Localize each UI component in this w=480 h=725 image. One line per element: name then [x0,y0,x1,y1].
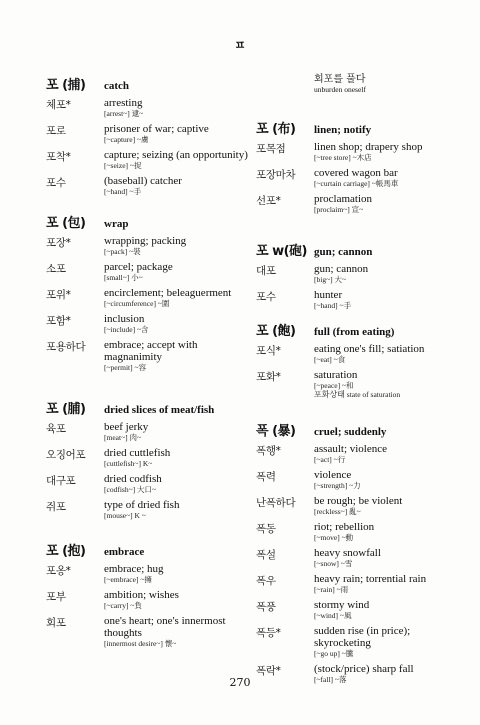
entry-definition [314,193,464,214]
etymology-text: [~strength] ~力 [314,481,361,490]
entry-row [256,495,471,516]
sub-entry [314,390,464,399]
entry-word: 대구포 [46,475,76,487]
definition-text: (baseball) catcher [104,175,182,187]
etymology-text: [~move] ~動 [314,533,354,542]
definition-text: saturation [314,369,358,381]
entry-row [256,167,471,188]
definition-text: capture; seizing (an opportunity) [104,149,248,161]
etymology [104,325,254,334]
definition-text: riot; rebellion [314,521,375,533]
entry-word: 포식* [256,345,281,357]
entry-word: 폭동 [256,523,276,535]
entry-definition [104,563,254,584]
etymology-text: [~curtain carriage] ~帳馬車 [314,179,399,188]
entry-row [46,421,261,442]
entry-definition [314,521,464,542]
etymology-text: [~peace] ~和 [314,381,354,390]
definition-text: embrace; accept with magnanimity [104,339,198,363]
definition-text: wrapping; packing [104,235,187,247]
definition-text: stormy wind [314,599,370,611]
entry-definition [314,599,464,620]
entry-word: 체포* [46,99,71,111]
etymology-text: [cuttlefish~] K~ [104,459,153,468]
entry-row [256,573,471,594]
entry-definition [314,369,464,399]
section-po-wrap [46,212,261,372]
headword-gloss: gun; cannon [314,246,373,258]
etymology [104,575,254,584]
entry-row [46,473,261,494]
entry-word: 포위* [46,289,71,301]
page-number: 270 [229,676,251,689]
definition-text: dried codfish [104,473,162,485]
section-po-gun [256,240,471,310]
etymology [314,205,464,214]
etymology [104,639,254,648]
entry-row [256,193,471,214]
entry-definition [314,141,464,162]
entry-word: 육포 [46,423,66,435]
entry-word: 폭풍 [256,601,276,613]
headword: 포 (包) [46,216,86,231]
etymology [104,511,254,520]
headword-gloss: full (from eating) [314,326,395,338]
etymology-text: [~snow] ~雪 [314,559,353,568]
etymology-text: [~hand] ~手 [104,187,142,196]
etymology [314,455,464,464]
entry-row [46,615,261,648]
definition-text: prisoner of war; captive [104,123,209,135]
page-header: ㅍ [234,38,246,52]
etymology-text: [~embrace] ~擁 [104,575,152,584]
entry-row [46,499,261,520]
entry-word: 포옹* [46,565,71,577]
headword-row [256,320,471,338]
definition-text: (stock/price) sharp fall [314,663,414,675]
definition-text: arresting [104,97,143,109]
entry-word: 포수 [256,291,276,303]
headword-row [46,212,261,230]
entry-word: 포목점 [256,143,286,155]
etymology [104,363,254,372]
entry-definition [314,167,464,188]
entry-word: 포함* [46,315,71,327]
etymology-text: [meat~] 肉~ [104,433,142,442]
entry-row [46,235,261,256]
entry-definition [314,573,464,594]
etymology-text: [~go up] ~騰 [314,649,354,658]
definition-text: encirclement; beleaguerment [104,287,232,299]
entry-row [46,123,261,144]
headword-row [256,240,471,258]
section-po-full [256,320,471,399]
etymology [104,459,254,468]
entry-word: 쥐포 [46,501,66,513]
entry-definition [314,289,464,310]
continued-word: 회포를 풀다 [314,74,366,85]
etymology [314,481,464,490]
entry-definition [104,313,254,334]
entry-definition [314,443,464,464]
definition-text: inclusion [104,313,145,325]
headword-row [46,398,261,416]
etymology [104,299,254,308]
entry-word: 포수 [46,177,66,189]
section-continued [256,70,471,94]
etymology-text: [~seize] ~捉 [104,161,142,170]
headword: 포 (抱) [46,544,86,559]
entry-word: 포장마차 [256,169,296,181]
headword-gloss: dried slices of meat/fish [104,404,215,416]
entry-row [46,313,261,334]
etymology-text: [reckless~] 亂~ [314,507,361,516]
definition-text: dried cuttlefish [104,447,171,459]
section-po-dried [46,398,261,520]
etymology-text: [codfish~] 大口~ [104,485,157,494]
etymology-text: [~hand] ~手 [314,301,352,310]
etymology-text: [arrest~] 逮~ [104,109,144,118]
entry-word: 회포 [46,617,66,629]
entry-word: 포로 [46,125,66,137]
entry-word: 포용하다 [46,341,86,353]
headword-gloss: embrace [104,546,145,558]
entry-word: 폭락* [256,665,281,677]
etymology-text: [~include] ~含 [104,325,149,334]
entry-definition [104,175,254,196]
entry-definition [104,499,254,520]
entry-row [46,287,261,308]
entry-word: 포부 [46,591,66,603]
headword-gloss: catch [104,80,130,92]
entry-definition [314,263,464,284]
entry-word: 포착* [46,151,71,163]
definition-text: heavy rain; torrential rain [314,573,427,585]
etymology [104,273,254,282]
etymology [104,135,254,144]
etymology-text: [~permit] ~容 [104,363,147,372]
etymology [104,485,254,494]
definition-text: violence [314,469,352,481]
etymology [104,161,254,170]
entry-word: 대포 [256,265,276,277]
entry-row [256,469,471,490]
definition-text: heavy snowfall [314,547,381,559]
entry-word: 폭설 [256,549,276,561]
entry-definition [104,97,254,118]
section-po-linen [256,118,471,214]
entry-definition [104,473,254,494]
headword: 폭 (暴) [256,424,296,439]
section-pok-cruel [256,420,471,684]
etymology [314,649,464,658]
etymology [314,585,464,594]
etymology-text: [~rain] ~雨 [314,585,349,594]
headword-row [256,118,471,136]
headword-row [46,74,261,92]
etymology [104,247,254,256]
headword: 포 (布) [256,122,296,137]
entry-word: 폭행* [256,445,281,457]
definition-text: sudden rise (in price); skyrocketing [314,625,411,649]
entry-row [46,563,261,584]
headword-gloss: linen; notify [314,124,372,136]
entry-definition [104,261,254,282]
etymology [104,187,254,196]
entry-row [256,625,471,658]
entry-word: 선포* [256,195,281,207]
etymology [314,355,464,364]
entry-definition [104,589,254,610]
entry-row [256,599,471,620]
headword: 포 (脯) [46,402,86,417]
entry-word: 폭력 [256,471,276,483]
etymology [104,601,254,610]
entry-row [256,141,471,162]
definition-text: linen shop; drapery shop [314,141,423,153]
continued-gloss: unburden oneself [314,85,366,94]
etymology [314,153,464,162]
entry-row [46,175,261,196]
entry-word: 포화* [256,371,281,383]
definition-text: one's heart; one's innermost thoughts [104,615,226,639]
sub-entry-gloss: state of saturation [346,390,401,399]
entry-definition [104,615,254,648]
definition-text: assault; violence [314,443,388,455]
entry-row [46,447,261,468]
etymology [314,381,464,390]
etymology-text: [~tree store] ~木店 [314,153,372,162]
etymology [314,179,464,188]
entry-definition [314,469,464,490]
entry-row [256,289,471,310]
entry-definition [104,149,254,170]
entry-definition [104,447,254,468]
entry-row [46,589,261,610]
etymology-text: [proclaim~] 宣~ [314,205,364,214]
headword-row [46,540,261,558]
definition-text: hunter [314,289,343,301]
etymology [104,109,254,118]
headword-gloss: wrap [104,218,129,230]
etymology-text: [~wind] ~風 [314,611,352,620]
entry-word: 폭등* [256,627,281,639]
headword: 포 w(砲) [256,244,307,259]
etymology [314,275,464,284]
entry-definition [314,495,464,516]
entry-row [256,547,471,568]
entry-definition [314,547,464,568]
definition-text: beef jerky [104,421,149,433]
etymology-text: [~fall] ~落 [314,675,347,684]
entry-row [256,263,471,284]
etymology-text: [big~] 大~ [314,275,347,284]
entry-word: 소포 [46,263,66,275]
etymology [104,433,254,442]
definition-text: be rough; be violent [314,495,403,507]
section-po-embrace [46,540,261,648]
entry-definition [104,421,254,442]
definition-text: gun; cannon [314,263,369,275]
sub-entry-word: 포화상태 [314,390,345,399]
headword: 포 (捕) [46,78,86,93]
etymology-text: [mouse~] K ~ [104,511,146,520]
entry-definition [104,123,254,144]
headword-row [256,420,471,438]
etymology [314,301,464,310]
headword-gloss: cruel; suddenly [314,426,387,438]
entry-definition [314,625,464,658]
headword: 포 (飽) [256,324,296,339]
etymology-text: [~capture] ~虜 [104,135,149,144]
entry-row [46,339,261,372]
entry-definition [104,339,254,372]
definition-text: type of dried fish [104,499,180,511]
definition-text: proclamation [314,193,373,205]
entry-word: 포장* [46,237,71,249]
entry-row [46,149,261,170]
entry-word: 오징어포 [46,449,86,461]
entry-definition [314,343,464,364]
entry-row [46,261,261,282]
etymology-text: [~eat] ~食 [314,355,346,364]
entry-row [256,521,471,542]
etymology [314,507,464,516]
etymology-text: [~act] ~行 [314,455,346,464]
entry-row [256,343,471,364]
definition-text: covered wagon bar [314,167,398,179]
entry-word: 난폭하다 [256,497,296,509]
etymology [314,611,464,620]
entry-word: 폭우 [256,575,276,587]
definition-text: parcel; package [104,261,173,273]
etymology-text: [small~] 小~ [104,273,143,282]
etymology-text: [~circumference] ~圍 [104,299,170,308]
definition-text: ambition; wishes [104,589,179,601]
entry-definition [104,287,254,308]
etymology-text: [~carry] ~負 [104,601,142,610]
definition-text: embrace; hug [104,563,164,575]
entry-row [256,369,471,399]
etymology [314,533,464,542]
entry-definition [104,235,254,256]
etymology-text: [innermost desire~] 懷~ [104,639,177,648]
definition-text: eating one's fill; satiation [314,343,425,355]
entry-row [46,97,261,118]
etymology-text: [~pack] ~裝 [104,247,141,256]
section-po-catch [46,74,261,196]
etymology [314,559,464,568]
entry-row [256,443,471,464]
